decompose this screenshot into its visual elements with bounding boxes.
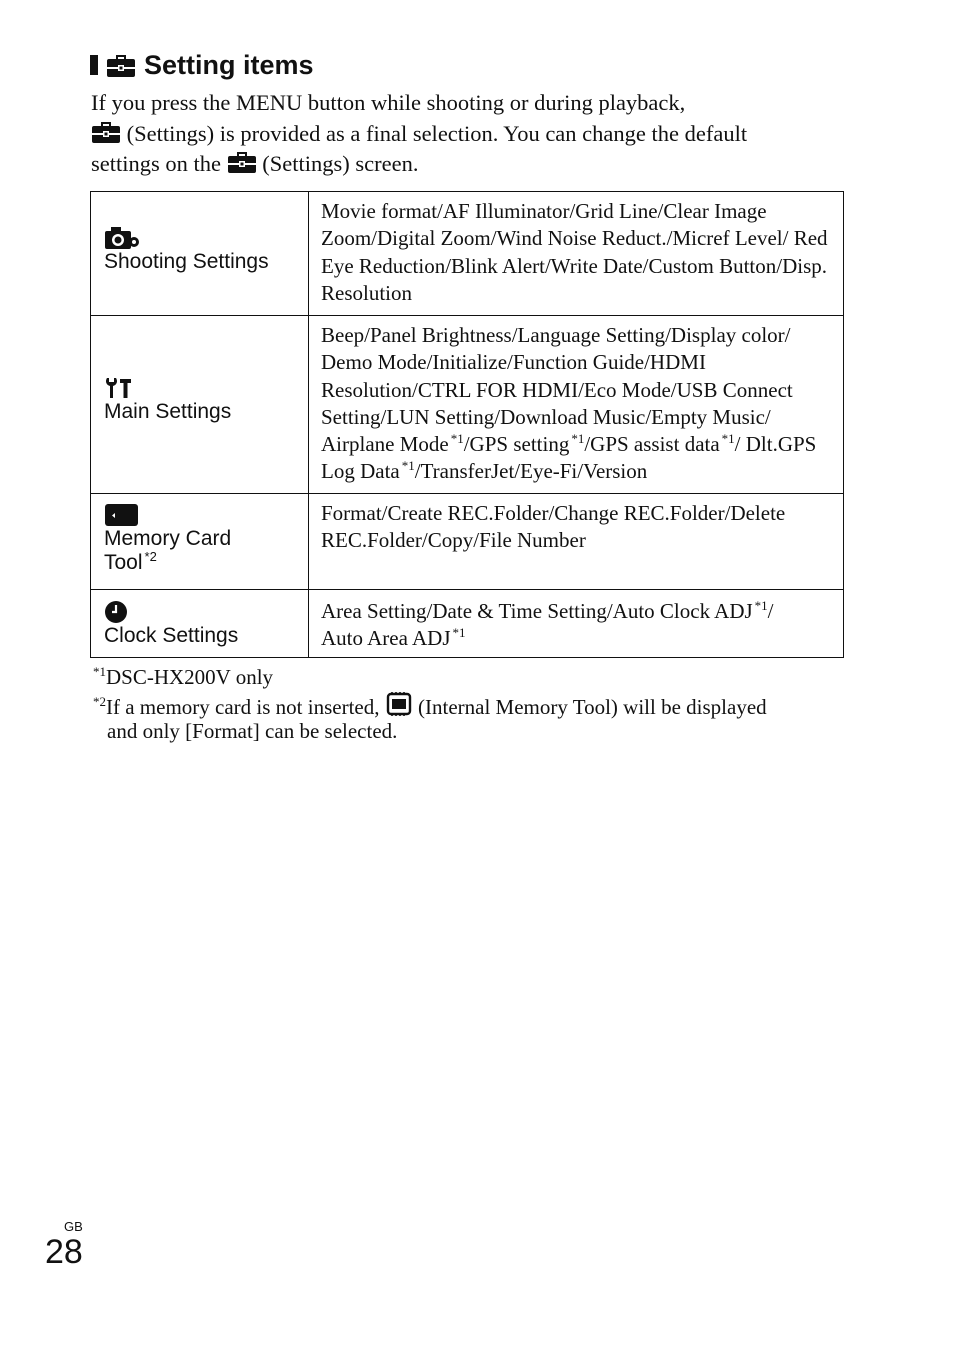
heading-marker bbox=[90, 55, 98, 75]
row-items-text: Format/Create REC.Folder/Change REC.Folder/Delete REC.Folder/Copy/File Number bbox=[321, 501, 786, 553]
intro-line-1: If you press the MENU button while shooting or during playback, bbox=[91, 90, 686, 115]
row-label: Memory Card bbox=[104, 527, 232, 550]
footnote-1: $^{*1}$DSC-HX200V only bbox=[93, 664, 274, 689]
row-label-cell bbox=[91, 494, 309, 590]
toolbox-icon bbox=[91, 120, 121, 144]
toolbox-icon bbox=[106, 52, 136, 78]
row-items-cell bbox=[309, 192, 844, 316]
tools-icon bbox=[104, 376, 132, 400]
page-title: Setting items bbox=[144, 49, 314, 80]
row-items-cell bbox=[309, 590, 844, 658]
row-label-cell bbox=[91, 316, 309, 494]
footnote-ref: *1 bbox=[721, 431, 735, 447]
footnote-ref: *1 bbox=[754, 598, 768, 613]
row-items-cell bbox=[309, 316, 844, 494]
footnote-2-continued: and only [Format] can be selected. bbox=[107, 719, 398, 743]
internal-memory-icon bbox=[385, 691, 413, 717]
footnote-ref: *1 bbox=[571, 431, 585, 447]
row-label: Shooting Settings bbox=[104, 250, 269, 273]
memory-card-icon bbox=[104, 503, 140, 527]
footnote-mark: *1 bbox=[93, 664, 106, 679]
footnote-ref: *1 bbox=[401, 458, 415, 474]
intro-line-2: (Settings) is provided as a final selection. You can change the default bbox=[91, 119, 851, 150]
table-row bbox=[91, 192, 844, 316]
page-region-label: GB bbox=[64, 1219, 83, 1234]
page-number: 28 bbox=[45, 1233, 83, 1271]
footnote-2: $^{*2}$If a memory card is not inserted, (Internal Memory Tool) will be displayed bbox=[91, 691, 767, 721]
row-label: Tool $^{*2}$ bbox=[104, 549, 157, 574]
intro-line-3: settings on the (Settings) screen. bbox=[91, 151, 419, 176]
table-row bbox=[91, 590, 844, 658]
footnote-ref: *2 bbox=[144, 549, 157, 564]
toolbox-icon bbox=[227, 150, 257, 174]
row-label: Clock Settings bbox=[104, 624, 239, 647]
row-items-text: Beep/Panel Brightness/Language Setting/Display color/ Demo Mode/Initialize/Function Guide/HDMI Resolution/CTRL FOR HDMI/Eco Mode/USB Connect Setting/LUN Setting/Download Music/Empty Music/ Airplane Mode $^{*1}$/GPS setting $^{*1}$/GPS assist data $^{*1}$/ Dlt.GPS Log Data $^{*1}$/TransferJet/Eye-Fi/Version bbox=[321, 323, 817, 484]
intro-paragraph bbox=[91, 88, 851, 180]
row-label: Main Settings bbox=[104, 400, 232, 423]
footnote-mark: *2 bbox=[93, 694, 106, 709]
row-items-text: Movie format/AF Illuminator/Grid Line/Clear Image Zoom/Digital Zoom/Wind Noise Reduct./Micref Level/ Red Eye Reduction/Blink Alert/Write Date/Custom Button/Disp. Resolution bbox=[321, 199, 828, 305]
clock-icon bbox=[104, 600, 130, 624]
footnote-ref: *1 bbox=[452, 625, 466, 641]
row-items-cell bbox=[309, 494, 844, 590]
footnote-ref: *1 bbox=[450, 431, 464, 447]
section-heading bbox=[90, 48, 314, 82]
row-items-text: Area Setting/Date & Time Setting/Auto Clock ADJ $^{*1}$/ Auto Area ADJ $^{*1}$ bbox=[321, 598, 774, 651]
row-label-cell bbox=[91, 192, 309, 316]
camera-settings-icon bbox=[104, 226, 140, 250]
table-row bbox=[91, 316, 844, 494]
table-row bbox=[91, 494, 844, 590]
settings-table bbox=[90, 191, 844, 658]
row-label-cell bbox=[91, 590, 309, 658]
